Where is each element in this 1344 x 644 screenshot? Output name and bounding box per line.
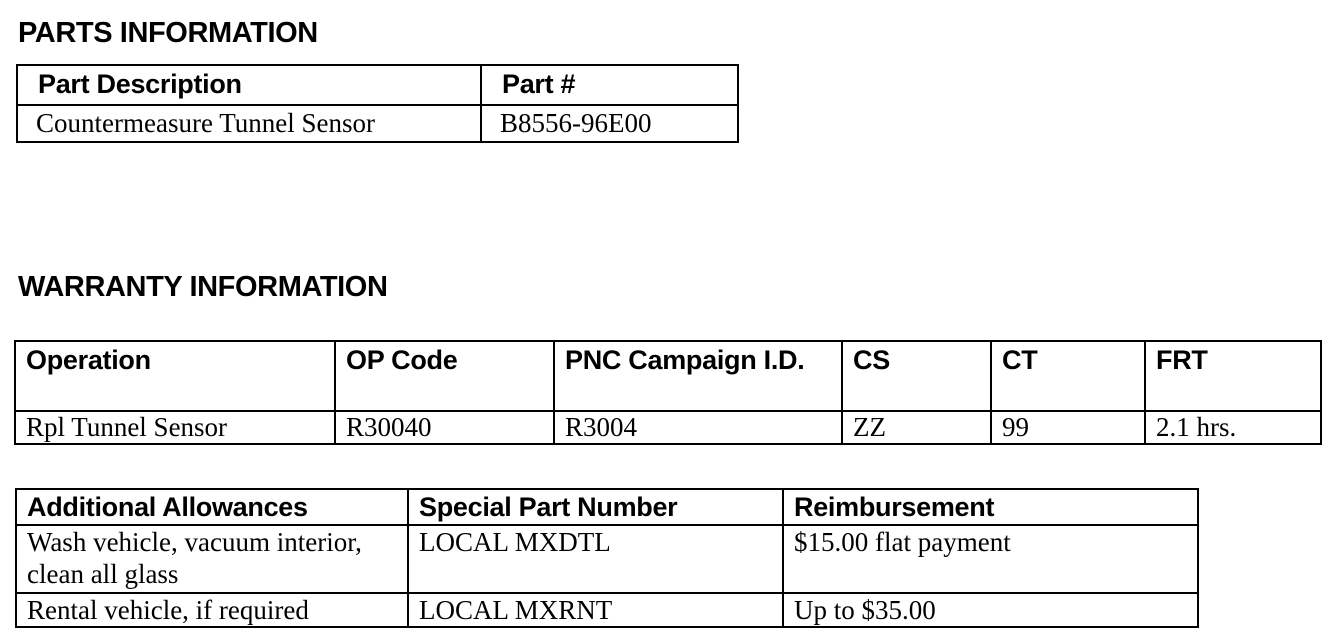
table-row xyxy=(16,593,1198,627)
cell-reimbursement: Up to $35.00 xyxy=(783,593,1198,627)
column-header-cs: CS xyxy=(842,341,991,411)
column-header-additional-allowances: Additional Allowances xyxy=(16,489,408,525)
table-header-row xyxy=(16,489,1198,525)
table-header-row xyxy=(17,65,738,105)
cell-special-part-number: LOCAL MXRNT xyxy=(408,593,783,627)
cell-operation: Rpl Tunnel Sensor xyxy=(15,411,335,444)
parts-table xyxy=(16,64,739,143)
column-header-pnc-campaign-id: PNC Campaign I.D. xyxy=(554,341,842,411)
column-header-ct: CT xyxy=(991,341,1145,411)
warranty-table xyxy=(14,340,1322,445)
warranty-information-heading: WARRANTY INFORMATION xyxy=(18,271,388,303)
allowances-table xyxy=(15,488,1199,628)
cell-frt: 2.1 hrs. xyxy=(1145,411,1321,444)
column-header-op-code: OP Code xyxy=(335,341,554,411)
cell-pnc-campaign-id: R3004 xyxy=(554,411,842,444)
cell-cs: ZZ xyxy=(842,411,991,444)
cell-ct: 99 xyxy=(991,411,1145,444)
table-row xyxy=(17,105,738,142)
column-header-frt: FRT xyxy=(1145,341,1321,411)
column-header-part-number: Part # xyxy=(481,65,738,105)
cell-part-description: Countermeasure Tunnel Sensor xyxy=(17,105,481,142)
table-header-row xyxy=(15,341,1321,411)
column-header-special-part-number: Special Part Number xyxy=(408,489,783,525)
table-row xyxy=(15,411,1321,444)
cell-allowance: Wash vehicle, vacuum interior, clean all glass xyxy=(16,525,408,593)
cell-op-code: R30040 xyxy=(335,411,554,444)
table-row xyxy=(16,525,1198,593)
cell-special-part-number: LOCAL MXDTL xyxy=(408,525,783,593)
cell-reimbursement: $15.00 flat payment xyxy=(783,525,1198,593)
column-header-operation: Operation xyxy=(15,341,335,411)
column-header-part-description: Part Description xyxy=(17,65,481,105)
cell-allowance: Rental vehicle, if required xyxy=(16,593,408,627)
cell-part-number: B8556-96E00 xyxy=(481,105,738,142)
column-header-reimbursement: Reimbursement xyxy=(783,489,1198,525)
parts-information-heading: PARTS INFORMATION xyxy=(18,17,318,49)
